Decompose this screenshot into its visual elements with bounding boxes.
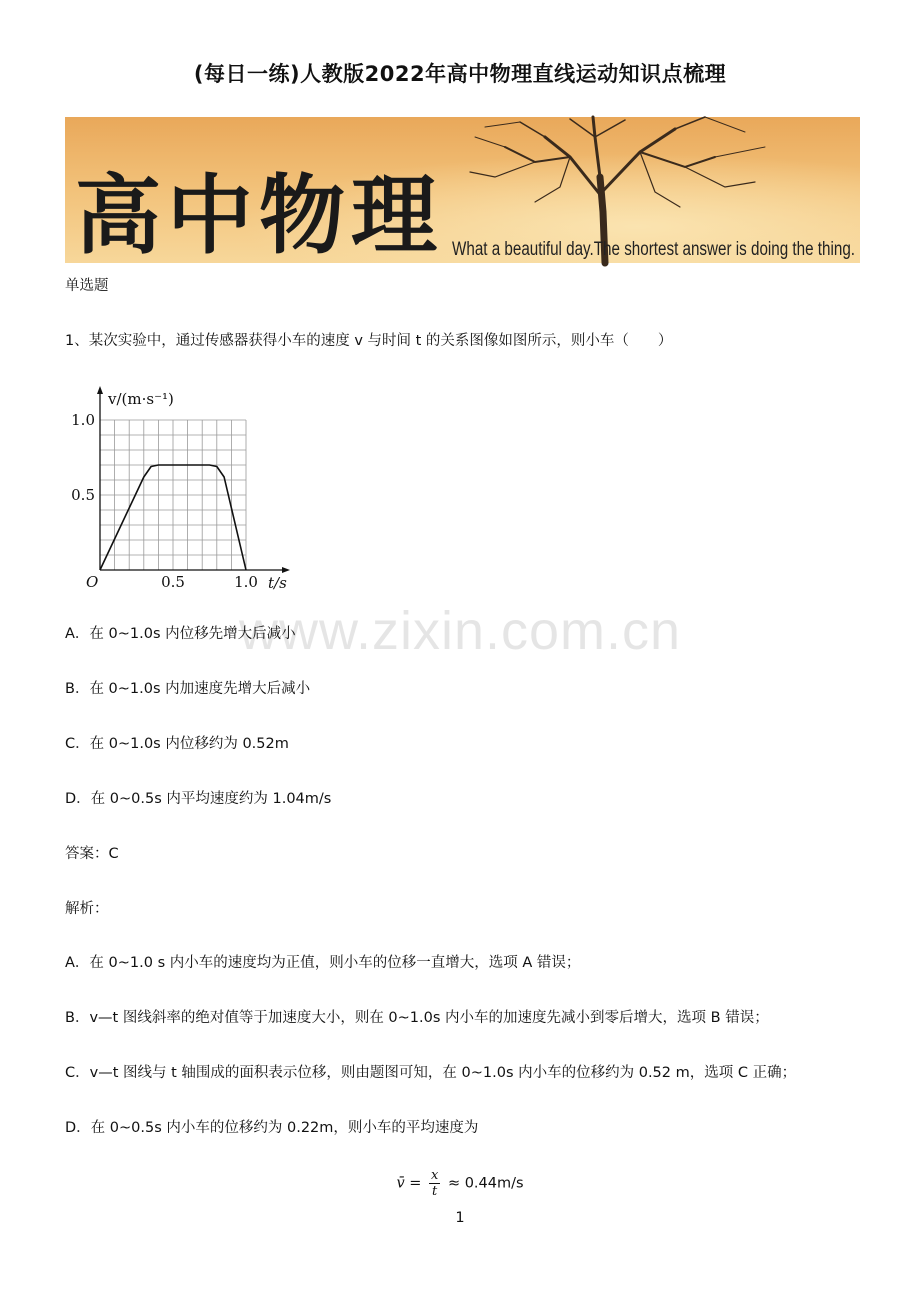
banner-slogan: What a beautiful day.The shortest answer is doing the thing. <box>452 239 855 260</box>
analysis-d: D．在 0~0.5s 内小车的位移约为 0.22m，则小车的平均速度为 <box>65 1120 479 1136</box>
option-a: A．在 0~1.0s 内位移先增大后减小 <box>65 626 296 642</box>
document-title: (每日一练)人教版2022年高中物理直线运动知识点梳理 <box>193 62 727 86</box>
y-axis-label: v/(m·s⁻¹) <box>108 390 174 408</box>
formula-denominator: t <box>432 1184 438 1199</box>
x-axis-arrow <box>282 567 290 573</box>
analysis-c: C．v—t 图线与 t 轴围成的面积表示位移，则由题图可知，在 0~1.0s 内小车的位移约为 0.52 m，选项 C 正确； <box>65 1065 797 1081</box>
page-number: 1 <box>455 1210 465 1226</box>
y-axis-arrow <box>97 386 103 394</box>
question-text: 1、某次实验中，通过传感器获得小车的速度 v 与时间 t 的关系图像如图所示，则小车（ ） <box>65 333 673 349</box>
formula-lhs: v̄ = <box>396 1175 422 1192</box>
answer: 答案：C <box>65 846 119 862</box>
option-b: B．在 0~1.0s 内加速度先增大后减小 <box>65 681 311 697</box>
origin-label: O <box>86 573 99 591</box>
watermark: www.zixin.com.cn <box>238 601 682 661</box>
section-label: 单选题 <box>65 278 109 294</box>
analysis-b: B．v—t 图线斜率的绝对值等于加速度大小，则在 0~1.0s 内小车的加速度先减小到零后增大，选项 B 错误； <box>65 1010 769 1026</box>
formula-fraction <box>429 1168 440 1199</box>
formula-numerator: x <box>431 1168 439 1183</box>
velocity-time-graph <box>65 382 300 592</box>
x-tick-label: 0.5 <box>161 573 185 591</box>
analysis-label: 解析： <box>65 901 109 917</box>
option-c: C．在 0~1.0s 内位移约为 0.52m <box>65 736 289 752</box>
formula-rhs: ≈ 0.44m/s <box>447 1175 524 1192</box>
y-tick-label: 0.5 <box>71 486 95 504</box>
y-tick-label: 1.0 <box>71 411 95 429</box>
analysis-a: A．在 0~1.0 s 内小车的速度均为正值，则小车的位移一直增大，选项 A 错误； <box>65 955 581 971</box>
x-tick-label: 1.0 <box>234 573 258 591</box>
option-d: D．在 0~0.5s 内平均速度约为 1.04m/s <box>65 791 332 807</box>
banner-image <box>65 117 860 266</box>
x-axis-label: t/s <box>268 574 287 592</box>
formula <box>0 1168 920 1199</box>
banner-heading: 高中物理 <box>75 165 443 266</box>
